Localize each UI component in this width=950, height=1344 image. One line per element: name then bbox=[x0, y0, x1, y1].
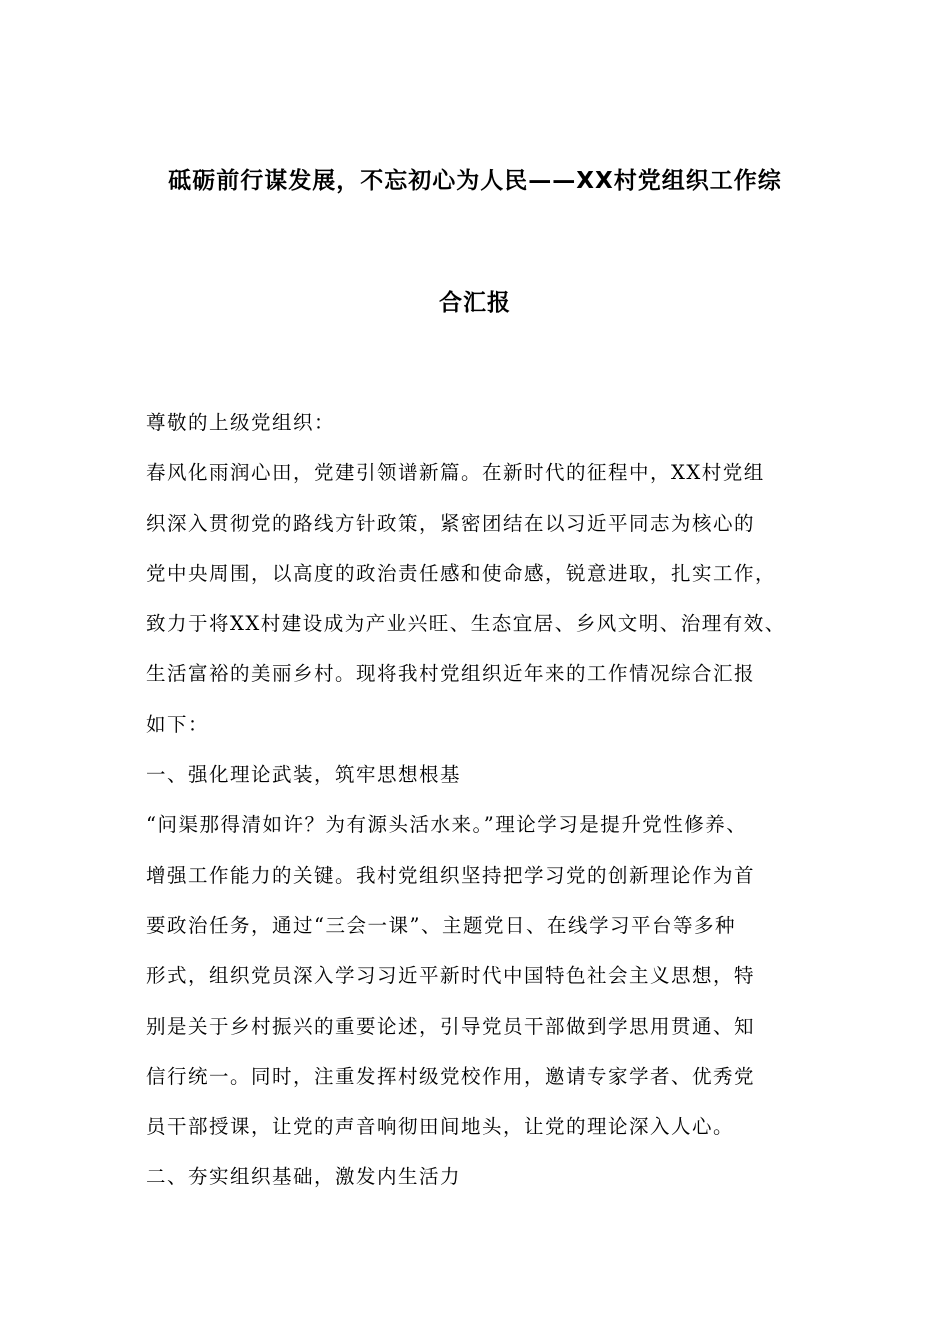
document-body bbox=[146, 398, 836, 1203]
body-line: 党中央周围，以高度的政治责任感和使命感，锐意进取，扎实工作， bbox=[146, 561, 777, 585]
body-line: 信行统一。同时，注重发挥村级党校作用，邀请专家学者、优秀党 bbox=[146, 1064, 756, 1088]
section-heading-2: 二、夯实组织基础，激发内生活力 bbox=[146, 1165, 462, 1189]
body-line: 增强工作能力的关键。我村党组织坚持把学习党的创新理论作为首 bbox=[146, 863, 756, 887]
body-line: “问渠那得清如许？为有源头活水来。”理论学习是提升党性修养、 bbox=[146, 813, 748, 837]
document-title-line-1: 砥砺前行谋发展，不忘初心为人民——XX村党组织工作综 bbox=[168, 168, 782, 194]
body-line: 织深入贯彻党的路线方针政策，紧密团结在以习近平同志为核心的 bbox=[146, 511, 756, 535]
body-line: 如下： bbox=[146, 712, 210, 736]
body-line: 生活富裕的美丽乡村。现将我村党组织近年来的工作情况综合汇报 bbox=[146, 662, 756, 686]
body-line: 致力于将XX村建设成为产业兴旺、生态宜居、乡风文明、治理有效、 bbox=[146, 612, 786, 636]
section-heading-1: 一、强化理论武装，筑牢思想根基 bbox=[146, 763, 462, 787]
salutation: 尊敬的上级党组织： bbox=[146, 411, 336, 434]
document-title-line-2: 合汇报 bbox=[439, 290, 511, 316]
body-line: 员干部授课，让党的声音响彻田间地头，让党的理论深入人心。 bbox=[146, 1115, 735, 1139]
body-line: 别是关于乡村振兴的重要论述，引导党员干部做到学思用贯通、知 bbox=[146, 1014, 756, 1038]
body-line: 形式，组织党员深入学习习近平新时代中国特色社会主义思想，特 bbox=[146, 964, 756, 988]
body-line: 春风化雨润心田，党建引领谱新篇。在新时代的征程中，XX村党组 bbox=[146, 461, 765, 485]
body-line: 要政治任务，通过“三会一课”、主题党日、在线学习平台等多种 bbox=[146, 913, 736, 937]
